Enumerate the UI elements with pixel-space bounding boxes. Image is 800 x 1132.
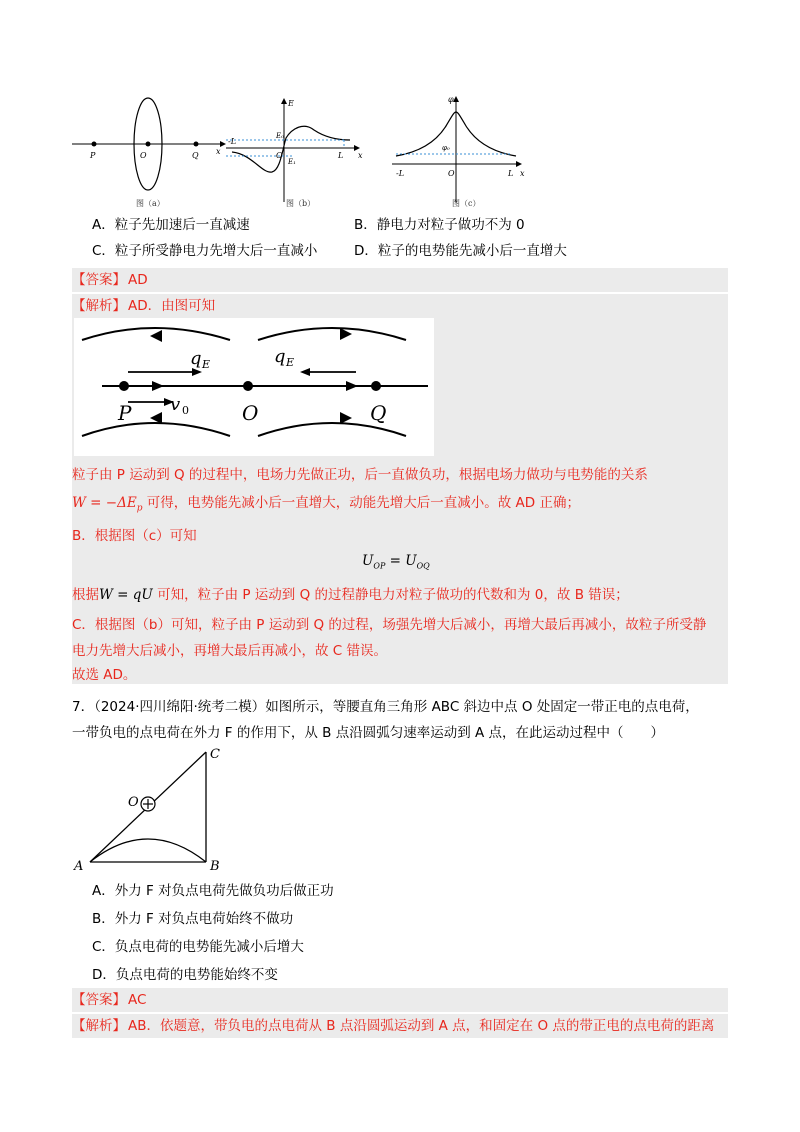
svg-text:O: O <box>128 795 139 810</box>
analysis-line-2-text: 可得，电势能先减小后一直增大，动能先增大后一直减小。故 AD 正确； <box>142 495 580 511</box>
point-p <box>119 381 129 391</box>
point-q <box>371 381 381 391</box>
svg-text:P: P <box>90 151 96 160</box>
svg-text:x: x <box>520 169 525 178</box>
svg-text:φ: φ <box>448 95 454 104</box>
svg-text:q: q <box>274 346 286 367</box>
svg-text:0: 0 <box>182 404 189 417</box>
option-q6-b[interactable]: B．静电力对粒子做功不为 0 <box>354 217 525 233</box>
point-q <box>194 142 199 147</box>
svg-text:C: C <box>210 747 220 762</box>
svg-text:φ₀: φ₀ <box>442 144 450 152</box>
answer-q7-row <box>72 988 728 1012</box>
option-q7-d[interactable]: D．负点电荷的电势能始终不变 <box>92 967 278 983</box>
figure-a <box>70 92 230 212</box>
svg-text:Q: Q <box>370 401 387 425</box>
svg-text:O: O <box>140 151 147 160</box>
svg-text:E: E <box>288 99 294 108</box>
option-q6-a[interactable]: A．粒子先加速后一直减速 <box>92 217 250 233</box>
svg-text:P: P <box>118 401 132 425</box>
svg-text:L: L <box>508 169 514 178</box>
analysis-tag: 【解析】 <box>72 1018 126 1034</box>
svg-text:-L: -L <box>396 169 405 178</box>
svg-text:E: E <box>286 356 295 369</box>
svg-text:v: v <box>170 394 181 415</box>
analysis-q7-row <box>72 1014 728 1038</box>
svg-text:q: q <box>190 348 202 369</box>
question-7-line-2: 一带负电的点电荷在外力 F 的作用下，从 B 点沿圆弧匀速率运动到 A 点，在此运动过程中（ ） <box>72 725 665 741</box>
force-figure <box>74 318 434 456</box>
analysis-line-5: C．根据图（b）可知，粒子由 P 运动到 Q 的过程，场强先增大后减小，再增大最后再减小，故粒子所受静 <box>72 617 707 633</box>
analysis-line-6: 电力先增大后减小，再增大最后再减小，故 C 错误。 <box>72 643 388 659</box>
point-p <box>92 142 97 147</box>
option-q7-c[interactable]: C．负点电荷的电势能先减小后增大 <box>92 939 304 955</box>
point-o <box>146 142 151 147</box>
formula-wqu: W = qU <box>99 587 153 603</box>
svg-text:E₀: E₀ <box>276 132 284 140</box>
svg-text:E₁: E₁ <box>288 158 296 166</box>
option-q7-a[interactable]: A．外力 F 对负点电荷先做负功后做正功 <box>92 883 334 899</box>
question-7-line-1: 7．（2024·四川绵阳·统考二模）如图所示，等腰直角三角形 ABC 斜边中点 O 处固定一带正电的点电荷， <box>72 699 699 715</box>
option-q6-d[interactable]: D．粒子的电势能先减小后一直增大 <box>354 243 567 259</box>
answer-tag: 【答案】 <box>72 272 126 288</box>
svg-text:O: O <box>242 401 259 425</box>
analysis-tag: 【解析】 <box>72 298 126 314</box>
formula-u: $U_{OP} = U_{OQ}$ <box>362 553 430 571</box>
svg-text:B: B <box>210 859 220 874</box>
analysis-q7-line-1: AB．依题意，带负电的点电荷从 B 点沿圆弧运动到 A 点，和固定在 O 点的带正电的点电荷的距离 <box>128 1018 715 1034</box>
svg-text:Q: Q <box>192 151 199 160</box>
option-q6-c[interactable]: C．粒子所受静电力先增大后一直减小 <box>92 243 318 259</box>
point-o <box>243 381 253 391</box>
formula-sub: p <box>136 503 143 514</box>
answer-tag: 【答案】 <box>72 992 126 1008</box>
analysis-line-1: 粒子由 P 运动到 Q 的过程中，电场力先做正功，后一直做负功，根据电场力做功与电势能的关系 <box>72 467 648 483</box>
svg-text:A: A <box>74 859 84 874</box>
formula-w: W = −ΔE <box>72 495 137 511</box>
figure-b <box>222 92 372 212</box>
svg-text:-L: -L <box>228 137 237 146</box>
triangle-figure <box>70 744 240 874</box>
option-q7-b[interactable]: B．外力 F 对负点电荷始终不做功 <box>92 911 294 927</box>
analysis-line-3: B．根据图（c）可知 <box>72 528 197 544</box>
svg-text:E: E <box>202 358 211 371</box>
svg-text:图（b）: 图（b） <box>286 199 316 208</box>
svg-text:L: L <box>338 151 344 160</box>
answer-value: AC <box>128 992 147 1008</box>
analysis-line-4: 根据W = qU 可知，粒子由 P 运动到 Q 的过程静电力对粒子做功的代数和为 0，故 B 错误； <box>72 587 629 603</box>
svg-text:图（a）: 图（a） <box>136 199 165 208</box>
svg-text:x: x <box>358 151 363 160</box>
svg-text:O: O <box>448 169 455 178</box>
figure-c <box>390 92 530 212</box>
svg-text:O: O <box>276 151 283 160</box>
svg-text:x: x <box>216 147 221 156</box>
svg-text:图（c）: 图（c） <box>452 199 481 208</box>
analysis-intro: AD．由图可知 <box>128 298 216 314</box>
analysis-line-7: 故选 AD。 <box>72 667 137 683</box>
answer-value: AD <box>128 272 148 288</box>
answer-q6-row <box>72 268 728 292</box>
analysis-line-2 <box>72 494 580 518</box>
